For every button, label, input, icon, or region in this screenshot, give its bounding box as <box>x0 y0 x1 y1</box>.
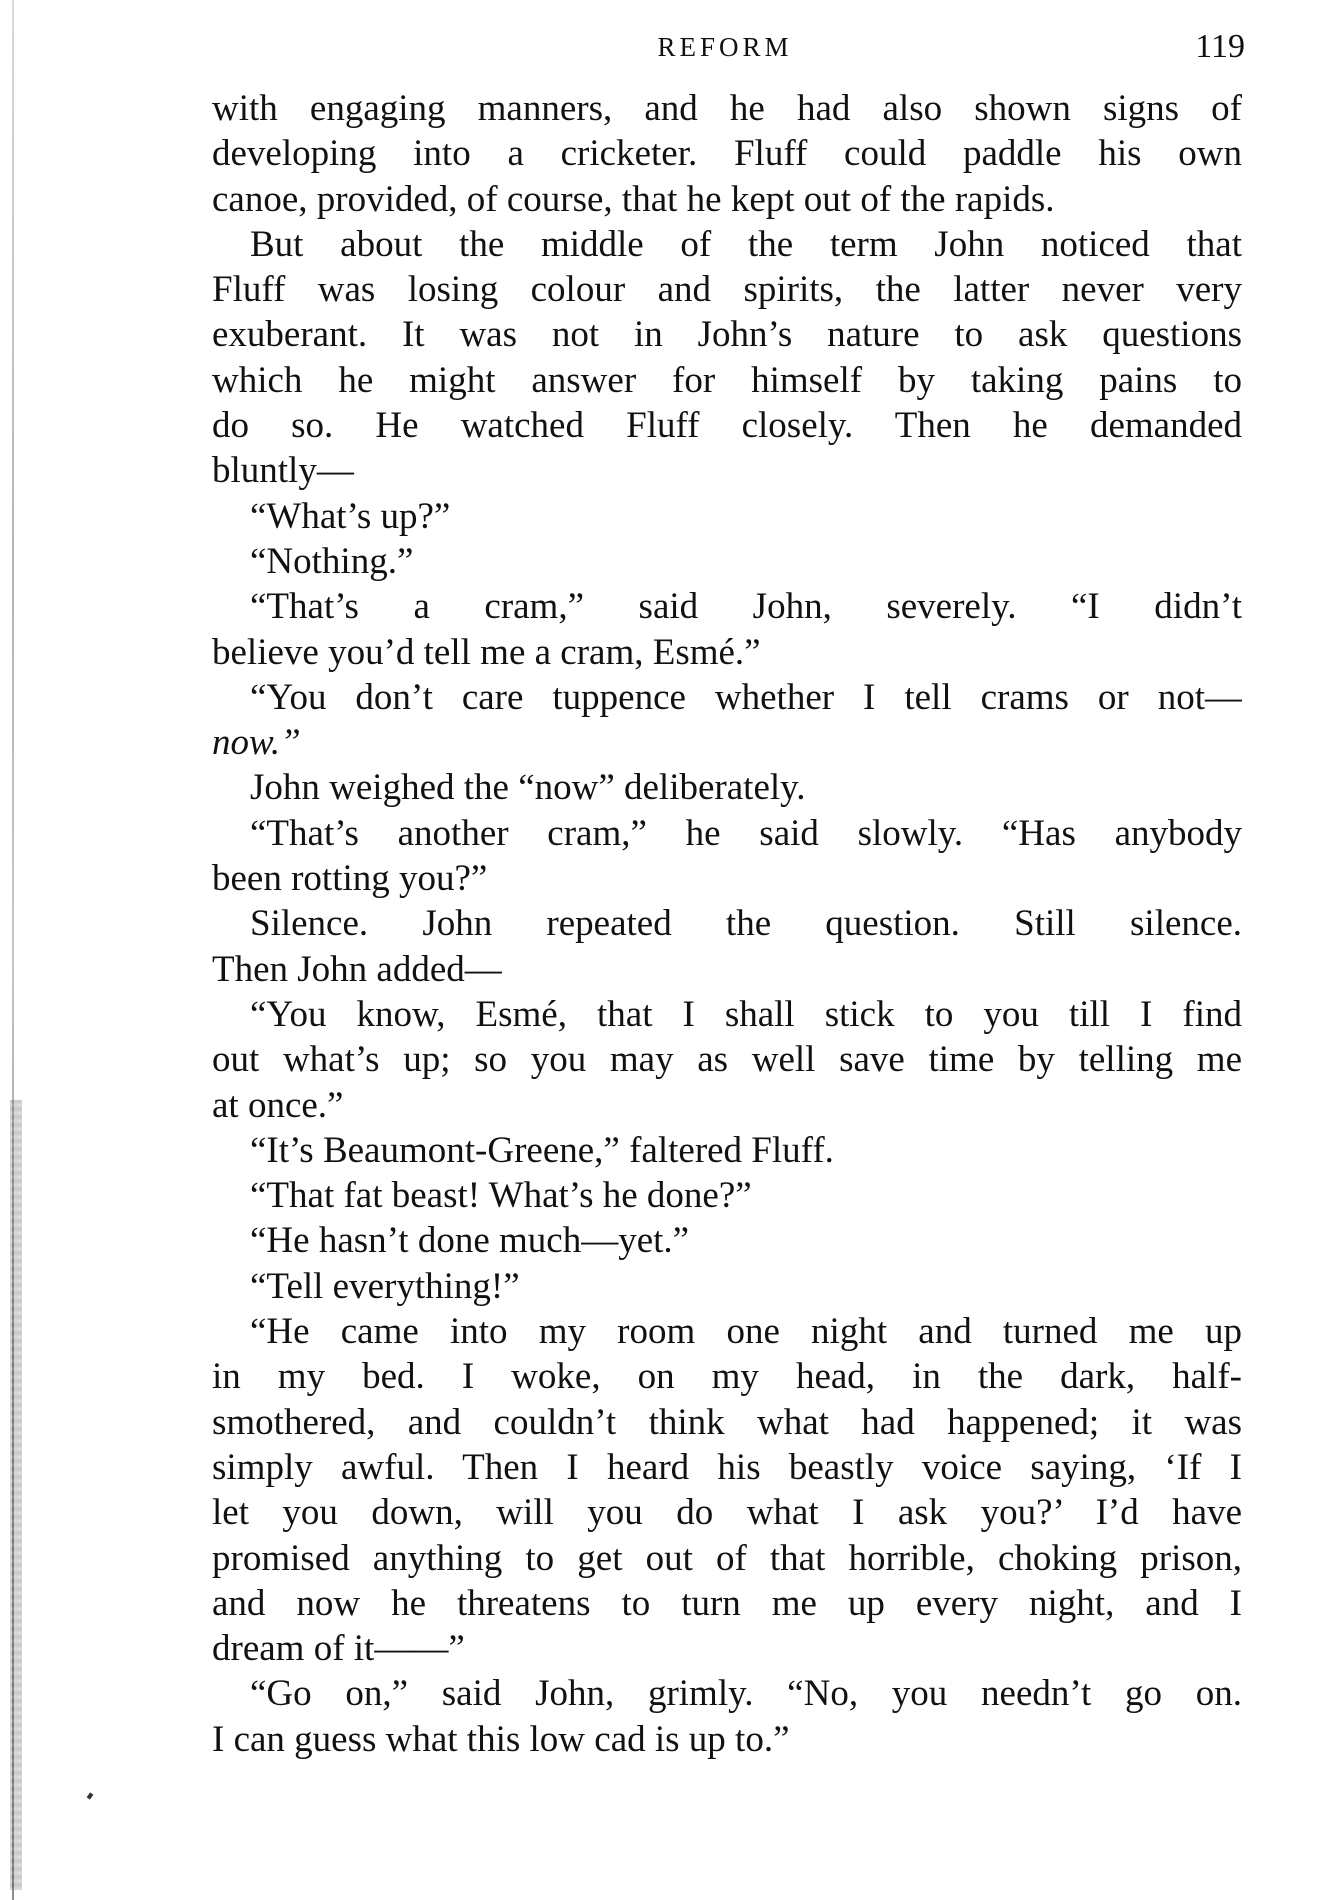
text-line: I can guess what this low cad is up to.” <box>212 1718 790 1760</box>
text-line: “He came into my room one night and turned me up <box>250 1311 1242 1353</box>
text-line: “He hasn’t done much—yet.” <box>250 1220 690 1262</box>
page-header <box>205 28 1245 72</box>
text-line: “It’s Beaumont-Greene,” faltered Fluff. <box>250 1129 834 1171</box>
text-line: “That fat beast! What’s he done?” <box>250 1175 752 1217</box>
text-line: John weighed the “now” deliberately. <box>250 767 806 809</box>
text-line: “You don’t care tuppence whether I tell crams or not— <box>250 676 1242 718</box>
text-line: believe you’d tell me a cram, Esmé.” <box>212 631 761 673</box>
text-line: been rotting you?” <box>212 858 488 900</box>
running-head: REFORM <box>657 32 793 62</box>
text-line: Fluff was losing colour and spirits, the latter never very <box>212 269 1242 311</box>
text-line: do so. He watched Fluff closely. Then he demanded <box>212 405 1242 447</box>
binding-gutter <box>10 0 24 1900</box>
text-line: which he might answer for himself by taking pains to <box>212 359 1242 401</box>
text-line: “Tell everything!” <box>250 1265 520 1307</box>
text-line: “Nothing.” <box>250 540 414 582</box>
text-line-italic <box>212 720 1242 765</box>
text-line: bluntly— <box>212 450 354 492</box>
text-line: “What’s up?” <box>250 495 451 537</box>
text-line: in my bed. I woke, on my head, in the dark, half- <box>212 1356 1242 1398</box>
text-line: Silence. John repeated the question. Still silence. <box>250 903 1242 945</box>
text-line: “That’s a cram,” said John, severely. “I didn’t <box>250 586 1242 628</box>
text-line: But about the middle of the term John noticed that <box>250 223 1242 265</box>
text-line: smothered, and couldn’t think what had happened; it was <box>212 1401 1242 1443</box>
body-text <box>212 86 1242 1762</box>
text-line: “You know, Esmé, that I shall stick to you till I find <box>250 993 1242 1035</box>
text-line: promised anything to get out of that horrible, choking prison, <box>212 1537 1242 1579</box>
text-line: developing into a cricketer. Fluff could paddle his own <box>212 133 1242 175</box>
text-line: “That’s another cram,” he said slowly. “Has anybody <box>250 812 1242 854</box>
page-number: 119 <box>1195 28 1245 65</box>
text-line: exuberant. It was not in John’s nature to ask questions <box>212 314 1242 356</box>
text-line: canoe, provided, of course, that he kept out of the rapids. <box>212 178 1055 220</box>
emphasis: now.” <box>212 722 301 764</box>
text-line: at once.” <box>212 1084 344 1126</box>
text-line: out what’s up; so you may as well save time by telling me <box>212 1039 1242 1081</box>
text-line: simply awful. Then I heard his beastly voice saying, ‘If I <box>212 1446 1242 1488</box>
text-line: with engaging manners, and he had also shown signs of <box>212 88 1242 129</box>
text-line: “Go on,” said John, grimly. “No, you needn’t go on. <box>250 1673 1242 1715</box>
gutter-shadow <box>10 1100 22 1890</box>
text-line: dream of it——” <box>212 1628 465 1670</box>
text-line: let you down, will you do what I ask you?’ I’d have <box>212 1492 1242 1534</box>
text-line: and now he threatens to turn me up every night, and I <box>212 1582 1242 1624</box>
stray-ink-mark <box>87 1792 94 1799</box>
text-line: Then John added— <box>212 948 502 990</box>
